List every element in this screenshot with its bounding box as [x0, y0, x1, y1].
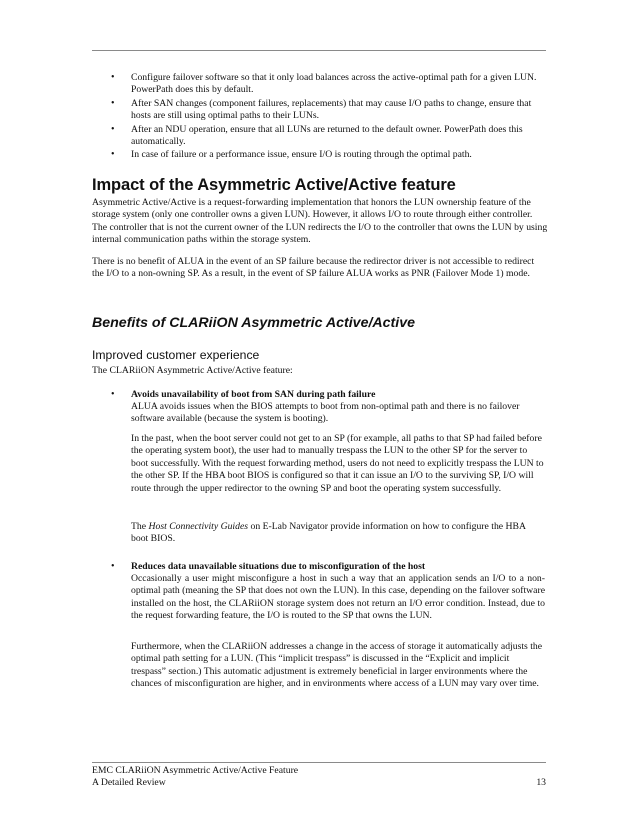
- bullet-text: Configure failover software so that it only load balances across the active-optimal path for a given LUN. PowerPath does this by default.: [131, 72, 537, 96]
- benefit-paragraph: Occasionally a user might misconfigure a host in such a way that an application sends an I/O to a non-optimal path (meaning the SP that does not own the LUN). In this case, depending on the failover software installed on the host, the CLARiiON storage system does not return an I/O error condition. Instead, due to the request forwarding feature, the I/O is routed to the SP that owns the LUN.: [131, 573, 545, 622]
- section-heading-benefits: Benefits of CLARiiON Asymmetric Active/Active: [92, 315, 415, 331]
- benefits-intro: The CLARiiON Asymmetric Active/Active feature:: [92, 365, 293, 376]
- footer: [92, 765, 298, 790]
- benefit-paragraph-host-guides: [131, 521, 545, 546]
- bullet-icon: •: [111, 389, 115, 400]
- page-number: 13: [536, 777, 546, 788]
- bullet-icon: •: [111, 123, 115, 135]
- bullet-text: After an NDU operation, ensure that all LUNs are returned to the default owner. PowerPath does this automatically.: [131, 123, 523, 148]
- list-item: [111, 97, 546, 123]
- subheading-customer-experience: Improved customer experience: [92, 348, 260, 362]
- list-item: [111, 149, 546, 161]
- guide-title: Host Connectivity Guides: [148, 521, 249, 532]
- guide-text-pre: The: [131, 521, 149, 532]
- footer-subtitle: A Detailed Review: [92, 777, 166, 789]
- impact-paragraph-1: Asymmetric Active/Active is a request-forwarding implementation that honors the LUN ownership feature of the storage system (only one controller owns a given LUN). However, it allows I/O to route through either controller. The controller that is not the current owner of the LUN redirects the I/O to the controller that owns the LUN by using internal communication paths within the storage system.: [92, 197, 548, 246]
- bullet-icon: •: [111, 561, 115, 572]
- bullet-icon: •: [111, 149, 115, 161]
- bullet-text: In case of failure or a performance issue, ensure I/O is routing through the optimal path.: [131, 149, 472, 161]
- benefit-paragraph: ALUA avoids issues when the BIOS attempts to boot from non-optimal path and there is no failover software available (because the system is booting).: [131, 401, 520, 425]
- benefit-paragraph: In the past, when the boot server could not get to an SP (for example, all paths to that SP had failed before the operating system boot), the user had to manually trespass the LUN to the other SP for the server to boot successfully. With the request forwarding method, users do not need to explicitly trespass the LUN to the other SP. If the HBA boot BIOS is configured so that it can issue an I/O to the surviving SP, I/O will route through the upper redirector to the owning SP and boot the operating system successfully.: [131, 433, 544, 494]
- guide-text-post: on E-Lab Navigator provide information on how to configure the HBA boot BIOS.: [131, 521, 526, 545]
- bullet-icon: •: [111, 72, 115, 83]
- bullet-icon: •: [111, 97, 115, 109]
- benefit-title: Reduces data unavailable situations due to misconfiguration of the host: [131, 561, 426, 572]
- top-bullet-list: [0, 72, 638, 163]
- list-item: [111, 72, 546, 97]
- section-heading-impact: Impact of the Asymmetric Active/Active feature: [92, 176, 456, 194]
- bullet-text: After SAN changes (component failures, replacements) that may cause I/O paths to change, ensure that hosts are still using optimal paths to their LUNs.: [131, 97, 532, 122]
- benefit-paragraph: Furthermore, when the CLARiiON addresses a change in the access of storage it automatically adjusts the optimal path setting for a LUN. (This “implicit trespass” is discussed in the “Explicit and implicit trespass” section.) This automatic adjustment is extremely beneficial in larger environments where the chances of misconfiguration are higher, and in environments where access of a LUN may vary over time.: [131, 641, 543, 690]
- impact-paragraph-2: There is no benefit of ALUA in the event of an SP failure because the redirector driver is not accessible to redirect the I/O to a non-owning SP. As a result, in the event of SP failure ALUA works as PNR (Failover Mode 1) mode.: [92, 256, 535, 280]
- footer-title: EMC CLARiiON Asymmetric Active/Active Feature: [92, 765, 299, 776]
- benefit-title: Avoids unavailability of boot from SAN during path failure: [131, 389, 376, 400]
- header-rule: [92, 50, 546, 51]
- footer-rule: [92, 762, 546, 763]
- list-item: [111, 123, 546, 149]
